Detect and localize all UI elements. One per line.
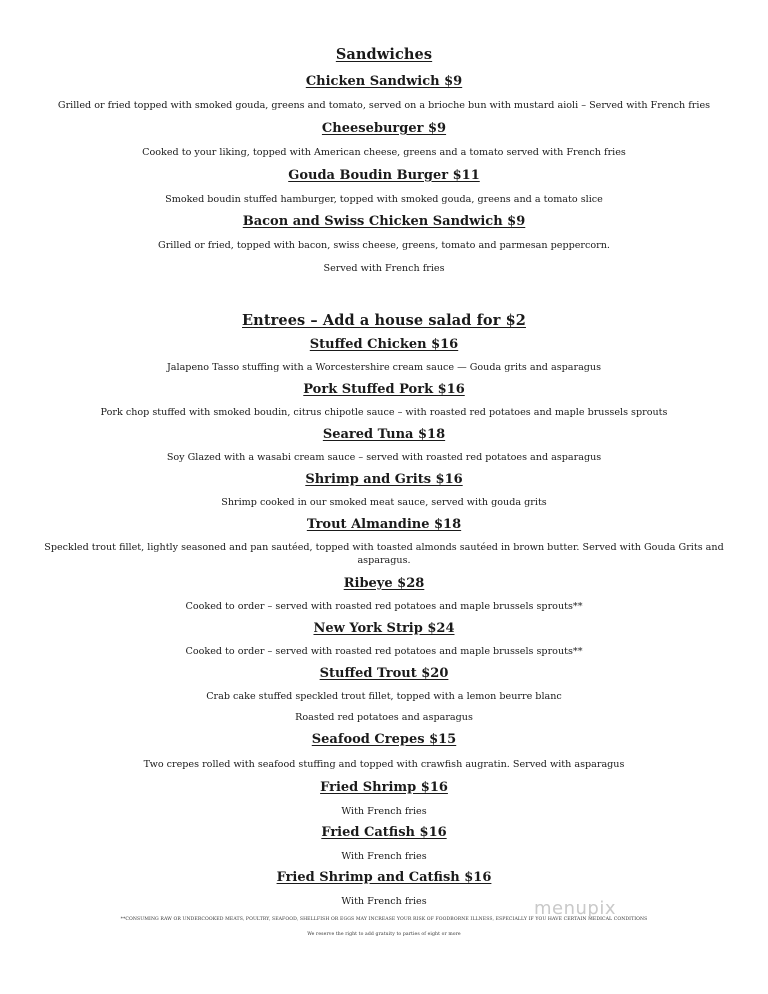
gratuity-note: We reserve the right to add gratuity to parties of eight or more — [307, 932, 461, 937]
new-york-strip-title: New York Strip $24 — [313, 621, 455, 636]
bacon-swiss-desc-2: Served with French fries — [323, 263, 445, 274]
ribeye-desc: Cooked to order – served with roasted red potatoes and maple brussels sprouts** — [185, 601, 583, 612]
ribeye-title: Ribeye $28 — [343, 576, 425, 591]
fried-shrimp-catfish-desc: With French fries — [341, 896, 427, 907]
shrimp-grits-desc: Shrimp cooked in our smoked meat sauce, served with gouda grits — [221, 497, 547, 508]
gouda-burger-title: Gouda Boudin Burger $11 — [288, 168, 480, 183]
stuffed-trout-desc-2: Roasted red potatoes and asparagus — [295, 712, 473, 723]
stuffed-chicken-desc: Jalapeno Tasso stuffing with a Worcestershire cream sauce — Gouda grits and asparagus — [166, 362, 602, 373]
cheeseburger-title: Cheeseburger $9 — [321, 121, 447, 136]
chicken-sandwich-title: Chicken Sandwich $9 — [305, 74, 463, 89]
fried-shrimp-desc: With French fries — [341, 806, 427, 817]
trout-almandine-title: Trout Almandine $18 — [306, 517, 462, 532]
fried-shrimp-title: Fried Shrimp $16 — [320, 780, 448, 795]
fried-catfish-title: Fried Catfish $16 — [321, 825, 447, 840]
new-york-strip-desc: Cooked to order – served with roasted red potatoes and maple brussels sprouts** — [185, 646, 583, 657]
gouda-burger-desc: Smoked boudin stuffed hamburger, topped with smoked gouda, greens and a tomato slice — [165, 194, 603, 205]
shrimp-grits-title: Shrimp and Grits $16 — [305, 472, 463, 487]
stuffed-trout-desc: Crab cake stuffed speckled trout fillet, topped with a lemon beurre blanc — [206, 691, 562, 702]
fried-catfish-desc: With French fries — [341, 851, 427, 862]
seafood-crepes-title: Seafood Crepes $15 — [311, 732, 457, 747]
seared-tuna-desc: Soy Glazed with a wasabi cream sauce – served with roasted red potatoes and asparagus — [166, 452, 602, 463]
entrees-heading: Entrees – Add a house salad for $2 — [242, 312, 526, 329]
raw-food-warning: **CONSUMING RAW OR UNDERCOOKED MEATS, POULTRY, SEAFOOD, SHELLFISH OR EGGS MAY INCREASE YOUR RISK OF FOODBORNE ILLNESS, ESPECIALLY IF YOU HAVE CERTAIN MEDICAL CONDITIONS — [120, 917, 648, 922]
pork-stuffed-pork-title: Pork Stuffed Pork $16 — [303, 382, 465, 397]
chicken-sandwich-desc: Grilled or fried topped with smoked gouda, greens and tomato, served on a brioche bun with mustard aioli – Served with French fries — [57, 100, 711, 111]
stuffed-trout-title: Stuffed Trout $20 — [319, 666, 449, 681]
seafood-crepes-desc: Two crepes rolled with seafood stuffing and topped with crawfish augratin. Served with asparagus — [143, 759, 625, 770]
sandwiches-heading: Sandwiches — [335, 46, 433, 63]
fried-shrimp-catfish-title: Fried Shrimp and Catfish $16 — [276, 870, 492, 885]
cheeseburger-desc: Cooked to your liking, topped with American cheese, greens and a tomato served with French fries — [142, 147, 626, 158]
pork-stuffed-pork-desc: Pork chop stuffed with smoked boudin, citrus chipotle sauce – with roasted red potatoes and maple brussels sprouts — [100, 407, 668, 418]
bacon-swiss-desc: Grilled or fried, topped with bacon, swiss cheese, greens, tomato and parmesan peppercorn. — [158, 240, 610, 251]
seared-tuna-title: Seared Tuna $18 — [322, 427, 446, 442]
menupix-watermark: menupix — [534, 898, 617, 919]
trout-almandine-desc: Speckled trout fillet, lightly seasoned and pan sautéed, topped with toasted almonds sautéed in brown butter. Served with Gouda Grits and asparagus. — [44, 542, 724, 566]
stuffed-chicken-title: Stuffed Chicken $16 — [309, 337, 459, 352]
bacon-swiss-title: Bacon and Swiss Chicken Sandwich $9 — [242, 214, 526, 229]
